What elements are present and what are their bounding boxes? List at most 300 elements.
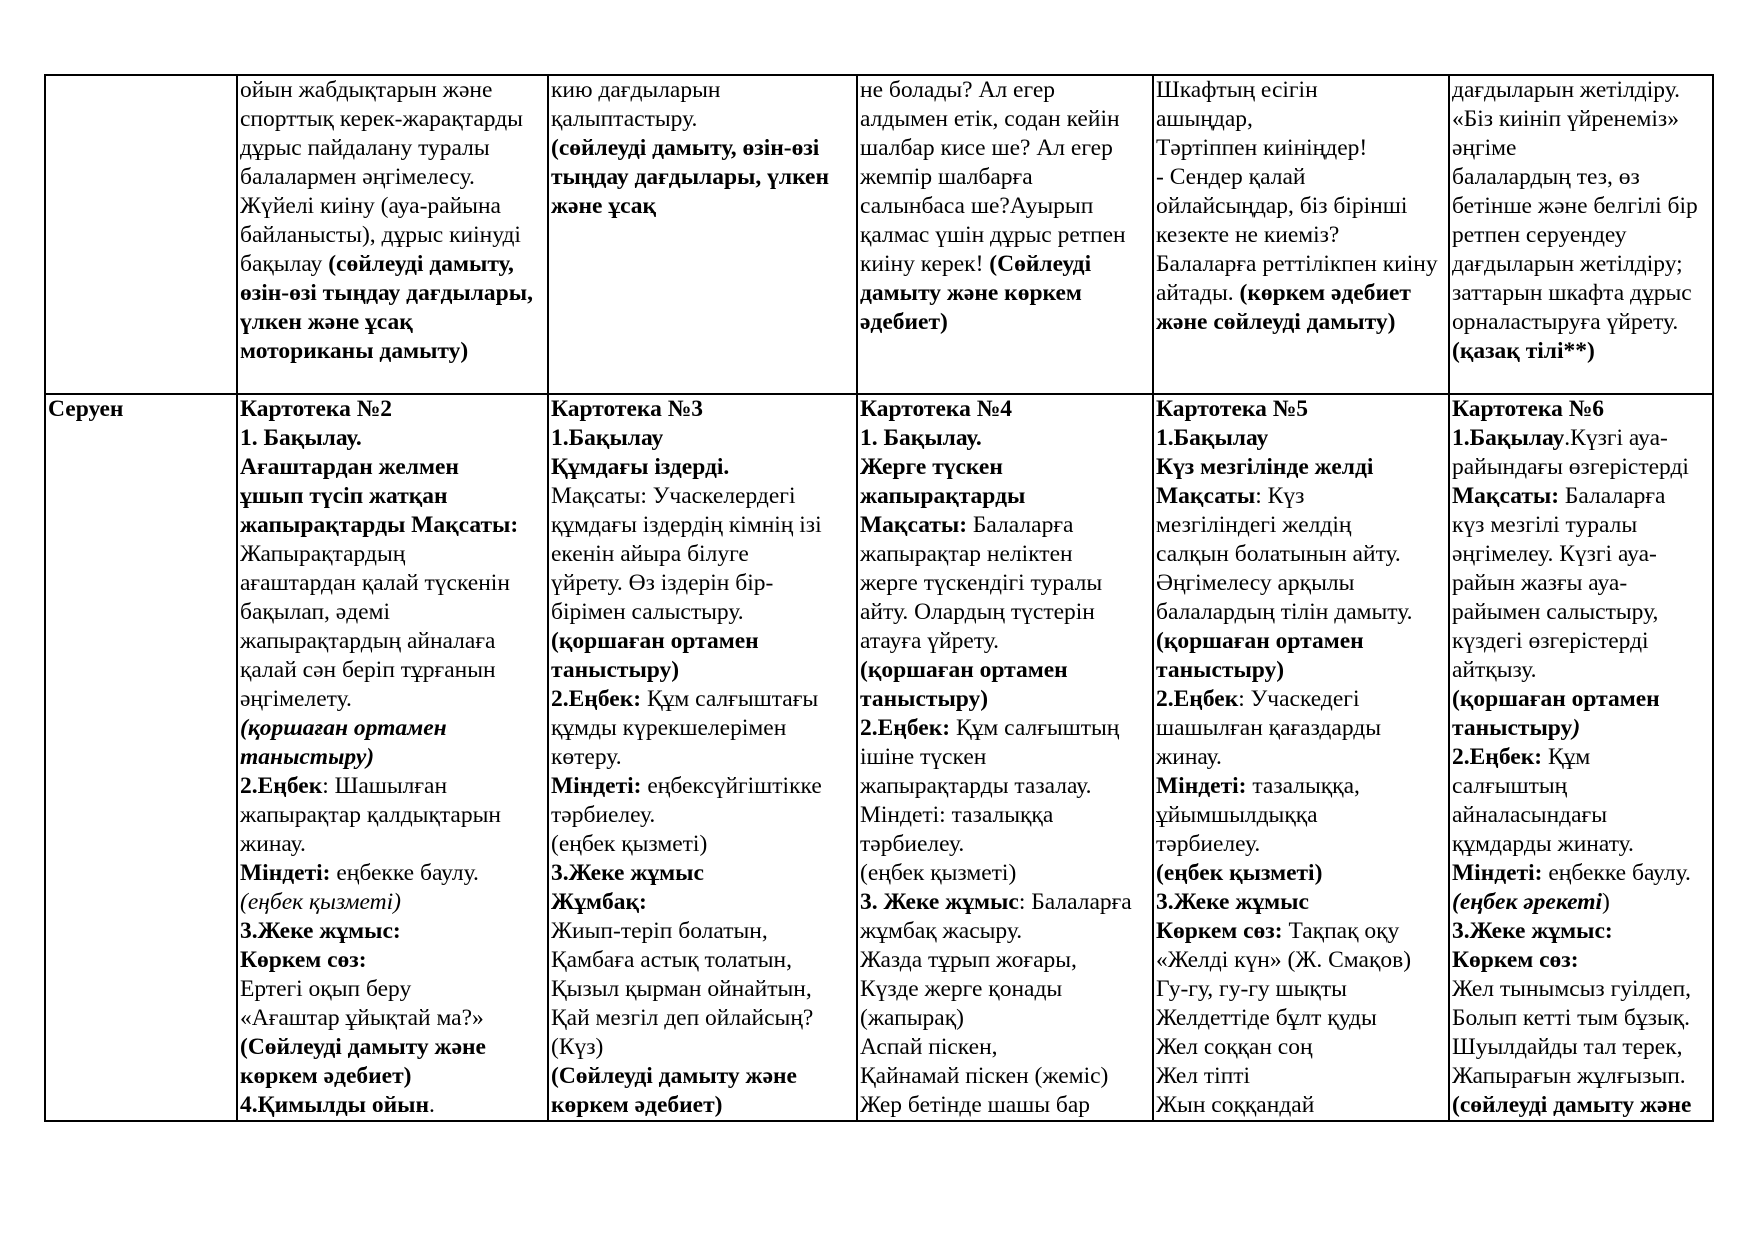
- text-line: [240, 395, 546, 424]
- text-line: [860, 917, 1151, 946]
- text-line: [1156, 163, 1447, 192]
- text-line: [1452, 1062, 1711, 1091]
- text-line: [240, 714, 546, 743]
- text-line: [860, 714, 1151, 743]
- text-run: Балаларға: [967, 512, 1074, 538]
- text-run: салқын болатынын айту.: [1156, 541, 1401, 567]
- text-line: [551, 1004, 855, 1033]
- text-run: «Ағаштар ұйықтай ма?»: [240, 1005, 484, 1031]
- text-run: ): [1572, 715, 1581, 741]
- text-line: [240, 627, 546, 656]
- text-run: үйрету. Өз іздерін бір-: [551, 570, 774, 596]
- text-run: «Біз киініп үйренеміз»: [1452, 106, 1679, 132]
- text-run: шашылған қағаздарды: [1156, 715, 1382, 741]
- text-line: [1452, 134, 1711, 163]
- text-run: (еңбек қызметі): [240, 889, 401, 915]
- text-line: [551, 1062, 855, 1091]
- text-line: [860, 1091, 1151, 1120]
- text-line: [1452, 511, 1711, 540]
- text-run: (қоршаған ортамен: [1452, 686, 1660, 712]
- text-run: әңгіме: [1452, 135, 1517, 161]
- table-cell: [1449, 394, 1713, 1121]
- text-run: Көркем сөз:: [1452, 947, 1579, 973]
- text-run: Әңгімелесу арқылы: [1156, 570, 1355, 596]
- text-run: 1. Бақылау.: [240, 425, 362, 451]
- text-line: [1452, 569, 1711, 598]
- text-line: [1156, 975, 1447, 1004]
- text-line: [1156, 801, 1447, 830]
- text-run: Міндеті: тазалыққа: [860, 802, 1054, 828]
- text-run: және сөйлеуді дамыту): [1156, 309, 1396, 335]
- text-run: моториканы дамыту): [240, 338, 469, 364]
- text-line: [551, 482, 855, 511]
- table-cell: [1153, 394, 1449, 1121]
- text-run: Қызыл қырман ойнайтын,: [551, 976, 812, 1002]
- text-line: [1452, 76, 1711, 105]
- text-line: [551, 627, 855, 656]
- text-line: [860, 743, 1151, 772]
- text-run: еңбекке баулу.: [330, 860, 479, 886]
- text-run: Жел тіпті: [1156, 1063, 1251, 1089]
- text-run: бетінше және белгілі бір: [1452, 193, 1698, 219]
- text-line: [1156, 685, 1447, 714]
- text-run: жапырақтарды тазалау.: [860, 773, 1092, 799]
- text-run: кезекте не киеміз?: [1156, 222, 1340, 248]
- text-line: [860, 134, 1151, 163]
- text-line: [1156, 76, 1447, 105]
- text-line: [1156, 424, 1447, 453]
- text-run: 2.Еңбек: [1156, 686, 1239, 712]
- text-line: [860, 105, 1151, 134]
- text-line: [860, 395, 1151, 424]
- text-run: айтқызу.: [1452, 657, 1537, 683]
- text-line: [860, 598, 1151, 627]
- text-line: [240, 192, 546, 221]
- text-line: [240, 453, 546, 482]
- text-line: [551, 888, 855, 917]
- text-run: (еңбек қызметі): [1156, 860, 1323, 886]
- text-line: [1452, 453, 1711, 482]
- text-run: таныстыру): [551, 657, 680, 683]
- text-line: [240, 424, 546, 453]
- text-line: [240, 163, 546, 192]
- text-line: [1452, 946, 1711, 975]
- text-line: [860, 685, 1151, 714]
- text-line: [551, 685, 855, 714]
- text-run: 1.Бақылау: [1156, 425, 1269, 451]
- text-run: жапырақтарды: [860, 483, 1026, 509]
- text-run: райымен салыстыру,: [1452, 599, 1659, 625]
- text-run: таныстыру): [240, 744, 375, 770]
- lesson-plan-table: [44, 74, 1714, 1122]
- text-run: Жын соққандай: [1156, 1092, 1315, 1118]
- text-line: [551, 511, 855, 540]
- text-run: мезгіліндегі желдің: [1156, 512, 1352, 538]
- text-line: [240, 482, 546, 511]
- text-line: [240, 859, 546, 888]
- text-line: [1156, 250, 1447, 279]
- text-run: Міндеті:: [1452, 860, 1543, 886]
- text-run: заттарын шкафта дұрыс: [1452, 280, 1692, 306]
- text-line: [240, 569, 546, 598]
- text-line: [240, 250, 546, 279]
- text-line: [1452, 540, 1711, 569]
- text-line: [1156, 511, 1447, 540]
- text-run: (еңбек әрекеті: [1452, 889, 1602, 915]
- text-line: [860, 656, 1151, 685]
- text-line: [551, 975, 855, 1004]
- text-run: Құм салғыштың: [950, 715, 1120, 741]
- text-run: айналасындағы: [1452, 802, 1607, 828]
- text-line: [551, 540, 855, 569]
- text-run: (сөйлеуді дамыту,: [328, 251, 514, 277]
- text-run: көтеру.: [551, 744, 622, 770]
- text-run: (қоршаған ортамен: [551, 628, 759, 654]
- text-line: [1156, 888, 1447, 917]
- text-run: Картотека №6: [1452, 396, 1605, 422]
- text-run: .: [429, 1092, 435, 1118]
- text-run: Міндеті:: [240, 860, 331, 886]
- text-line: [551, 453, 855, 482]
- text-run: орналастыруға үйрету.: [1452, 309, 1679, 335]
- text-line: [240, 308, 546, 337]
- text-run: Қамбаға астық толатын,: [551, 947, 792, 973]
- text-line: [240, 1091, 546, 1120]
- text-run: балалардың тілін дамыту.: [1156, 599, 1413, 625]
- text-line: [240, 656, 546, 685]
- text-run: қалай сән беріп тұрғанын: [240, 657, 496, 683]
- text-run: алдымен етік, содан кейін: [860, 106, 1120, 132]
- text-line: [860, 424, 1151, 453]
- text-run: күз мезгілі туралы: [1452, 512, 1638, 538]
- text-line: [1156, 221, 1447, 250]
- text-run: әңгімелету.: [240, 686, 352, 712]
- text-run: 2.Еңбек:: [860, 715, 951, 741]
- text-run: Міндеті:: [551, 773, 642, 799]
- text-line: [240, 221, 546, 250]
- text-line: [1452, 656, 1711, 685]
- text-line: [551, 598, 855, 627]
- text-line: [240, 685, 546, 714]
- table-cell: [237, 75, 548, 394]
- text-line: [860, 192, 1151, 221]
- text-run: Қайнамай піскен (жеміс): [860, 1063, 1109, 1089]
- text-run: райын жазғы ауа-: [1452, 570, 1628, 596]
- text-line: [240, 134, 546, 163]
- text-run: 1. Бақылау.: [860, 425, 982, 451]
- text-run: көркем әдебиет): [551, 1092, 723, 1118]
- text-line: [240, 772, 546, 801]
- table-cell: [237, 394, 548, 1121]
- text-line: [1452, 163, 1711, 192]
- text-line: [860, 279, 1151, 308]
- text-line: [860, 511, 1151, 540]
- text-run: қалмас үшін дұрыс ретпен: [860, 222, 1126, 248]
- text-run: жапырақтардың айналаға: [240, 628, 496, 654]
- text-line: [1156, 714, 1447, 743]
- text-run: Мақсаты: Учаскелердегі: [551, 483, 796, 509]
- text-line: [1452, 830, 1711, 859]
- text-run: Жел тынымсыз гуілдеп,: [1452, 976, 1692, 1002]
- text-line: [1156, 1033, 1447, 1062]
- text-line: [240, 76, 546, 105]
- text-line: [551, 656, 855, 685]
- text-run: ұйымшылдыққа: [1156, 802, 1318, 828]
- text-line: [1452, 801, 1711, 830]
- text-line: [240, 946, 546, 975]
- text-run: (Сөйлеуді: [989, 251, 1092, 277]
- text-run: (еңбек қызметі): [860, 860, 1017, 886]
- text-run: дағдыларын жетілдіру;: [1452, 251, 1683, 277]
- text-run: (қазақ тілі**): [1452, 338, 1595, 364]
- text-run: 2.Еңбек: [240, 773, 323, 799]
- text-line: [240, 1062, 546, 1091]
- text-line: [240, 830, 546, 859]
- text-line: [860, 163, 1151, 192]
- text-line: [1156, 192, 1447, 221]
- text-run: Көркем сөз:: [240, 947, 367, 973]
- text-line: [551, 424, 855, 453]
- table-cell: [548, 394, 857, 1121]
- text-line: [1156, 569, 1447, 598]
- text-run: қалыптастыру.: [551, 106, 698, 132]
- row-label: Серуен: [48, 396, 124, 422]
- text-run: : Учаскедегі: [1238, 686, 1360, 712]
- text-line: [240, 801, 546, 830]
- text-line: [551, 105, 855, 134]
- text-run: Мақсаты:: [1452, 483, 1560, 509]
- text-run: Жапырақтардың: [240, 541, 406, 567]
- text-line: [860, 1062, 1151, 1091]
- text-run: (жапырақ): [860, 1005, 964, 1031]
- text-line: [551, 1033, 855, 1062]
- text-run: Ертегі оқып беру: [240, 976, 412, 1002]
- text-line: [860, 975, 1151, 1004]
- text-line: [1452, 975, 1711, 1004]
- text-run: құмдарды жинату.: [1452, 831, 1634, 857]
- text-run: Балаларға реттілікпен киіну: [1156, 251, 1438, 277]
- text-line: [1156, 772, 1447, 801]
- text-line: [1156, 1004, 1447, 1033]
- text-run: Құм: [1542, 744, 1591, 770]
- text-line: [551, 859, 855, 888]
- text-line: [551, 801, 855, 830]
- text-run: Картотека №2: [240, 396, 393, 422]
- text-line: [1452, 627, 1711, 656]
- text-run: 4.Қимылды ойын: [240, 1092, 430, 1118]
- table-cell: [857, 75, 1153, 394]
- text-run: Жапырағын жұлғызып.: [1452, 1063, 1686, 1089]
- text-run: 3.Жеке жұмыс:: [240, 918, 401, 944]
- text-line: [1156, 830, 1447, 859]
- text-run: киіну керек!: [860, 251, 990, 277]
- text-line: [1452, 598, 1711, 627]
- text-line: [1156, 917, 1447, 946]
- text-line: [860, 221, 1151, 250]
- text-line: [1452, 1091, 1711, 1120]
- text-line: [240, 105, 546, 134]
- text-run: Қай мезгіл деп ойлайсың?: [551, 1005, 814, 1031]
- text-line: [1156, 308, 1447, 337]
- text-run: айту. Олардың түстерін: [860, 599, 1095, 625]
- text-run: жинау.: [1156, 744, 1222, 770]
- table-row: [45, 394, 1713, 1121]
- text-run: өзін-өзі тыңдау дағдылары,: [240, 280, 533, 306]
- text-run: Жер бетінде шашы бар: [860, 1092, 1091, 1118]
- text-run: Мақсаты: [1156, 483, 1256, 509]
- text-line: [1156, 598, 1447, 627]
- text-line: [860, 888, 1151, 917]
- text-run: құмды күрекшелерімен: [551, 715, 787, 741]
- table-row: [45, 75, 1713, 394]
- text-run: шалбар кисе ше? Ал егер: [860, 135, 1113, 161]
- text-line: [860, 772, 1151, 801]
- text-run: спорттық керек-жарақтарды: [240, 106, 523, 132]
- text-run: Күзде жерге қонады: [860, 976, 1063, 1002]
- row-label-cell: [45, 394, 237, 1121]
- text-line: [240, 917, 546, 946]
- text-run: еңбексүйгіштікке: [641, 773, 822, 799]
- text-line: [1452, 337, 1711, 366]
- text-line: [1156, 482, 1447, 511]
- text-run: ): [1602, 889, 1610, 915]
- text-run: Картотека №5: [1156, 396, 1309, 422]
- text-run: Шкафтың есігін: [1156, 77, 1318, 103]
- table-cell: [1449, 75, 1713, 394]
- text-line: [1452, 859, 1711, 888]
- text-run: (сөйлеуді дамыту және: [1452, 1092, 1692, 1118]
- text-line: [860, 250, 1151, 279]
- text-line: [551, 946, 855, 975]
- text-line: [1452, 1004, 1711, 1033]
- text-run: «Желді күн» (Ж. Смақов): [1156, 947, 1412, 973]
- text-run: ағаштардан қалай түскенін: [240, 570, 510, 596]
- text-line: [860, 946, 1151, 975]
- text-line: [551, 395, 855, 424]
- text-run: еңбекке баулу.: [1542, 860, 1691, 886]
- text-line: [240, 598, 546, 627]
- text-run: (көркем әдебиет: [1239, 280, 1411, 306]
- text-line: [240, 279, 546, 308]
- text-line: [1452, 279, 1711, 308]
- text-line: [860, 569, 1151, 598]
- text-run: кию дағдыларын: [551, 77, 721, 103]
- text-run: тәрбиелеу.: [1156, 831, 1261, 857]
- text-run: Жел соққан соң: [1156, 1034, 1313, 1060]
- text-run: : Балаларға: [1018, 889, 1132, 915]
- text-line: [1156, 627, 1447, 656]
- text-run: райындағы өзгерістерді: [1452, 454, 1689, 480]
- text-run: тәрбиелеу.: [860, 831, 965, 857]
- text-line: [1452, 743, 1711, 772]
- text-line: [860, 540, 1151, 569]
- text-line: [1452, 250, 1711, 279]
- text-run: екенін айыра білуге: [551, 541, 749, 567]
- text-line: [860, 801, 1151, 830]
- text-run: ойлайсыңдар, біз бірінші: [1156, 193, 1408, 219]
- row-label-cell: [45, 75, 237, 394]
- text-run: балалармен әңгімелесу.: [240, 164, 475, 190]
- text-run: жинау.: [240, 831, 306, 857]
- text-line: [1156, 105, 1447, 134]
- text-line: [551, 772, 855, 801]
- text-run: Шуылдайды тал терек,: [1452, 1034, 1683, 1060]
- text-run: Жұмбақ:: [551, 889, 647, 915]
- text-line: [1452, 192, 1711, 221]
- text-line: [1452, 308, 1711, 337]
- text-run: айтады.: [1156, 280, 1240, 306]
- text-run: : Күз: [1255, 483, 1305, 509]
- text-run: (Сөйлеуді дамыту және: [240, 1034, 486, 1060]
- text-run: әдебиет): [860, 309, 948, 335]
- text-run: не болады? Ал егер: [860, 77, 1055, 103]
- text-line: [1156, 453, 1447, 482]
- text-run: 2.Еңбек:: [551, 686, 642, 712]
- text-run: үлкен және ұсақ: [240, 309, 413, 335]
- text-line: [551, 76, 855, 105]
- text-run: Жиып-теріп болатын,: [551, 918, 768, 944]
- text-run: Картотека №3: [551, 396, 704, 422]
- table-cell: [548, 75, 857, 394]
- text-run: құмдағы іздердің кімнің ізі: [551, 512, 822, 538]
- text-run: байланысты), дұрыс киінуді: [240, 222, 521, 248]
- text-run: 3. Жеке жұмыс: [860, 889, 1019, 915]
- text-run: (қоршаған ортамен: [1156, 628, 1364, 654]
- text-run: жапырақтар неліктен: [860, 541, 1073, 567]
- text-line: [860, 482, 1151, 511]
- text-run: Тәртіппен киініңдер!: [1156, 135, 1368, 161]
- text-run: күздегі өзгерістерді: [1452, 628, 1649, 654]
- text-run: дағдыларын жетілдіру.: [1452, 77, 1681, 103]
- text-run: Аспай піскен,: [860, 1034, 998, 1060]
- text-line: [1452, 685, 1711, 714]
- text-run: балалардың тез, өз: [1452, 164, 1640, 190]
- text-line: [240, 540, 546, 569]
- text-run: Мақсаты:: [860, 512, 968, 538]
- text-run: Құм салғыштағы: [641, 686, 819, 712]
- text-run: жемпір шалбарға: [860, 164, 1033, 190]
- text-line: [1156, 743, 1447, 772]
- text-run: тазалыққа,: [1246, 773, 1360, 799]
- text-run: ішіне түскен: [860, 744, 987, 770]
- text-line: [551, 743, 855, 772]
- text-run: таныстыру: [1452, 715, 1573, 741]
- text-run: бақылау: [240, 251, 329, 277]
- text-line: [860, 1004, 1151, 1033]
- table-cell: [1153, 75, 1449, 394]
- text-run: ұшып түсіп жатқан: [240, 483, 448, 509]
- text-line: [1156, 395, 1447, 424]
- text-run: жерге түскендігі туралы: [860, 570, 1103, 596]
- text-line: [240, 1033, 546, 1062]
- text-run: .Күзгі ауа-: [1564, 425, 1668, 451]
- text-line: [1452, 714, 1711, 743]
- text-run: - Сендер қалай: [1156, 164, 1306, 190]
- text-run: (Күз): [551, 1034, 604, 1060]
- text-run: дамыту және көркем: [860, 280, 1082, 306]
- text-run: таныстыру): [860, 686, 989, 712]
- text-line: [1156, 859, 1447, 888]
- text-line: [551, 1091, 855, 1120]
- text-run: таныстыру): [1156, 657, 1285, 683]
- text-line: [551, 569, 855, 598]
- text-line: [551, 134, 855, 163]
- text-run: Құмдағы іздерді.: [551, 454, 730, 480]
- text-line: [240, 975, 546, 1004]
- text-run: атауға үйрету.: [860, 628, 1000, 654]
- text-line: [551, 714, 855, 743]
- text-run: Күз мезгілінде желді: [1156, 454, 1374, 480]
